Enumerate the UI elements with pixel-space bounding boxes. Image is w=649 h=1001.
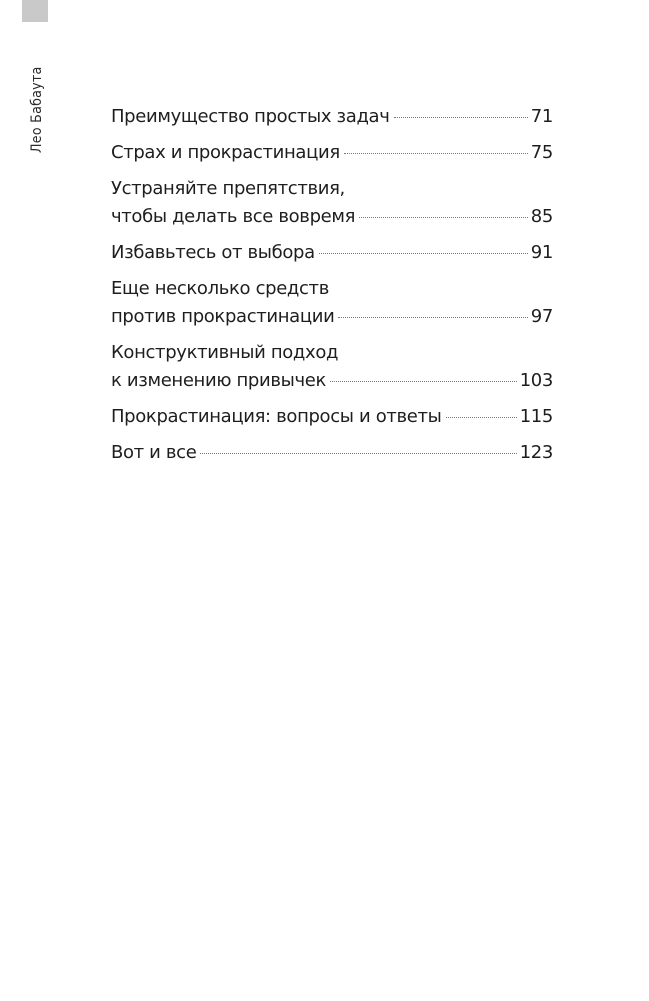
entry-spacing [111, 395, 553, 403]
table-of-contents [111, 103, 553, 467]
dot-leader [330, 380, 517, 382]
toc-entry-title: против прокрастинации [111, 306, 335, 327]
toc-entry[interactable] [111, 439, 553, 467]
toc-page-number: 91 [530, 242, 553, 263]
entry-spacing [111, 267, 553, 275]
toc-entry-title: Преимущество простых задач [111, 106, 390, 127]
toc-entry-line [111, 175, 553, 203]
toc-entry-line [111, 403, 553, 431]
dot-leader [344, 152, 528, 154]
toc-entry-title: Еще несколько средств [111, 278, 329, 299]
toc-entry-title: к изменению привычек [111, 370, 326, 391]
toc-entry[interactable] [111, 175, 553, 231]
toc-entry-line [111, 367, 553, 395]
toc-entry-line [111, 275, 553, 303]
toc-page-number: 103 [519, 370, 553, 391]
dot-leader [359, 216, 528, 218]
toc-entry-title: Конструктивный подход [111, 342, 339, 363]
toc-page-number: 97 [530, 306, 553, 327]
dot-leader [446, 416, 517, 418]
toc-entry[interactable] [111, 339, 553, 395]
toc-entry-line [111, 139, 553, 167]
toc-entry-line [111, 303, 553, 331]
toc-entry-title: Устраняйте препятствия, [111, 178, 345, 199]
toc-page-number: 123 [519, 442, 553, 463]
toc-entry[interactable] [111, 239, 553, 267]
running-head-author: Лео Бабаута [29, 66, 45, 153]
toc-entry-title: Избавьтесь от выбора [111, 242, 315, 263]
toc-entry-title: Прокрастинация: вопросы и ответы [111, 406, 442, 427]
entry-spacing [111, 131, 553, 139]
dot-leader [338, 316, 527, 318]
toc-entry[interactable] [111, 139, 553, 167]
toc-entry-line [111, 339, 553, 367]
dot-leader [394, 116, 528, 118]
toc-entry[interactable] [111, 275, 553, 331]
toc-page-number: 115 [519, 406, 553, 427]
toc-entry-line [111, 203, 553, 231]
entry-spacing [111, 167, 553, 175]
entry-spacing [111, 431, 553, 439]
page-edge-tab [22, 0, 48, 22]
toc-entry-line [111, 103, 553, 131]
toc-entry-line [111, 439, 553, 467]
toc-entry-title: Вот и все [111, 442, 197, 463]
toc-entry-line [111, 239, 553, 267]
toc-page-number: 75 [530, 142, 553, 163]
entry-spacing [111, 331, 553, 339]
toc-entry-title: Страх и прокрастинация [111, 142, 340, 163]
toc-entry[interactable] [111, 103, 553, 131]
dot-leader [319, 252, 528, 254]
entry-spacing [111, 231, 553, 239]
toc-entry-title: чтобы делать все вовремя [111, 206, 356, 227]
toc-entry[interactable] [111, 403, 553, 431]
toc-page-number: 71 [530, 106, 553, 127]
toc-page-number: 85 [530, 206, 553, 227]
dot-leader [200, 452, 516, 454]
